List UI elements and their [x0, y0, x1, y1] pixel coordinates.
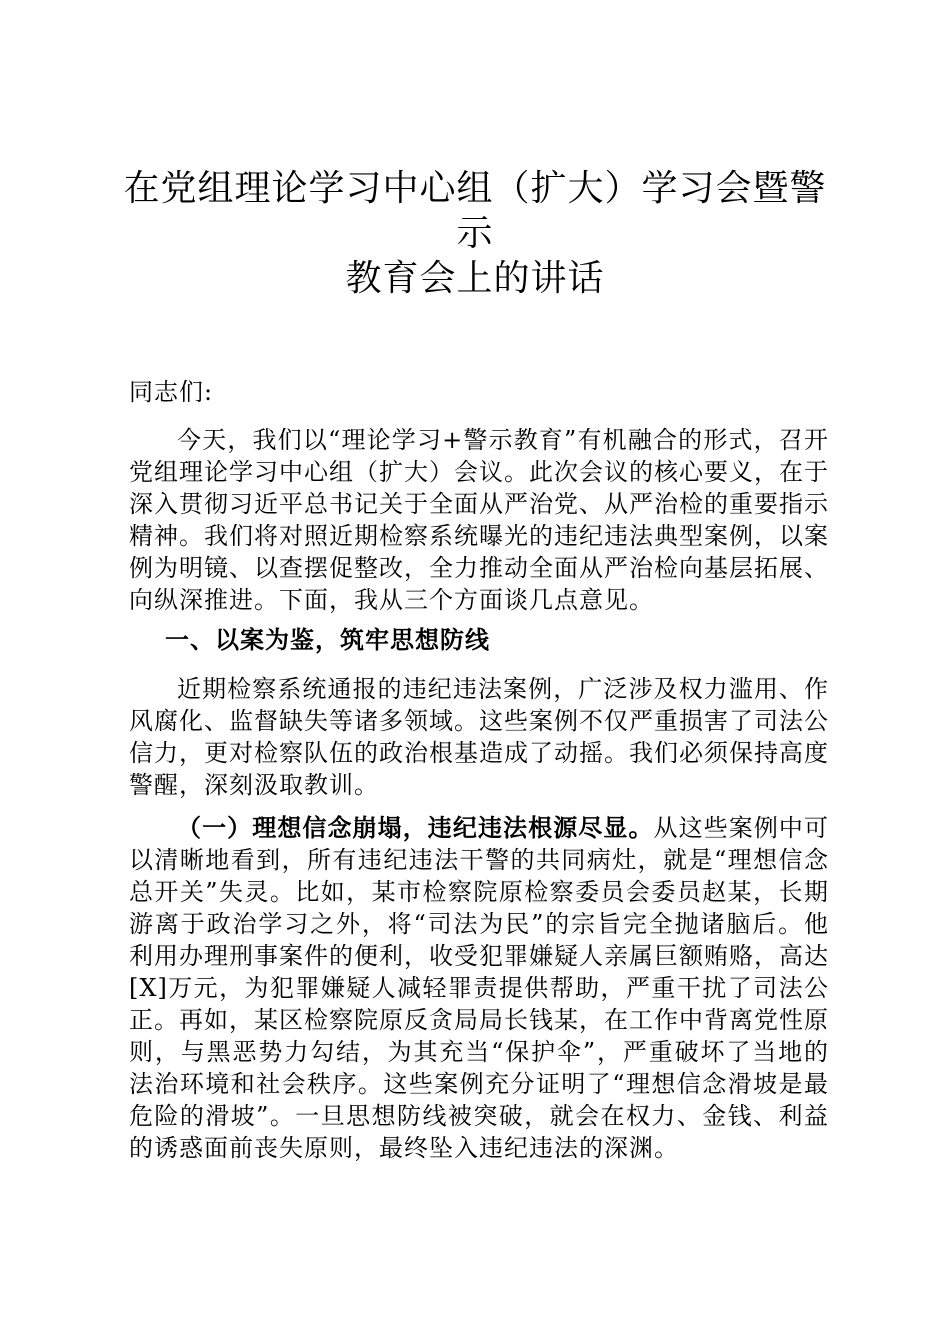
title-line-2: 教育会上的讲话 — [345, 258, 605, 299]
subsection-1-body: 从这些案例中可以清晰地看到，所有违纪违法干警的共同病灶，就是“理想信念总开关”失灵。比如，某市检察院原检察委员会委员赵某，长期游离于政治学习之外，将“司法为民”的宗旨完全抛诸脑后。他利用办理刑事案件的便利，收受犯罪嫌疑人亲属巨额贿赂，高达[X]万元，为犯罪嫌疑人减轻罪责提供帮助，严重干扰了司法公正。再如，某区检察院原反贪局局长钱某，在工作中背离党性原则，与黑恶势力勾结，为其充当“保护伞”，严重破坏了当地的法治环境和社会秩序。这些案例充分证明了“理想信念滑坡是最危险的滑坡”。一旦思想防线被突破，就会在权力、金钱、利益的诱惑面前丧失原则，最终坠入违纪违法的深渊。 — [129, 814, 830, 1162]
intro-paragraph: 今天，我们以“理论学习+警示教育”有机融合的形式，召开党组理论学习中心组（扩大）会议。此次会议的核心要义，在于深入贯彻习近平总书记关于全面从严治党、从严治检的重要指示精神。我们将对照近期检察系统曝光的违纪违法典型案例，以案例为明镜、以查摆促整改，全力推动全面从严治检向基层拓展、向纵深推进。下面，我从三个方面谈几点意见。 — [129, 426, 829, 614]
document-title — [110, 166, 840, 301]
title-line-1: 在党组理论学习中心组（扩大）学习会暨警示 — [123, 168, 827, 254]
subsection-1-lead: （一）理想信念崩塌，违纪违法根源尽显。 — [177, 813, 654, 842]
section-1-heading: 一、以案为鉴，筑牢思想防线 — [165, 625, 490, 654]
section-1-paragraph: 近期检察系统通报的违纪违法案例，广泛涉及权力滥用、作风腐化、监督缺失等诸多领域。这些案例不仅严重损害了司法公信力，更对检察队伍的政治根基造成了动摇。我们必须保持高度警醒，深刻汲取教训。 — [129, 675, 829, 799]
salutation: 同志们: — [129, 378, 214, 406]
subsection-1-paragraph — [129, 812, 829, 1164]
